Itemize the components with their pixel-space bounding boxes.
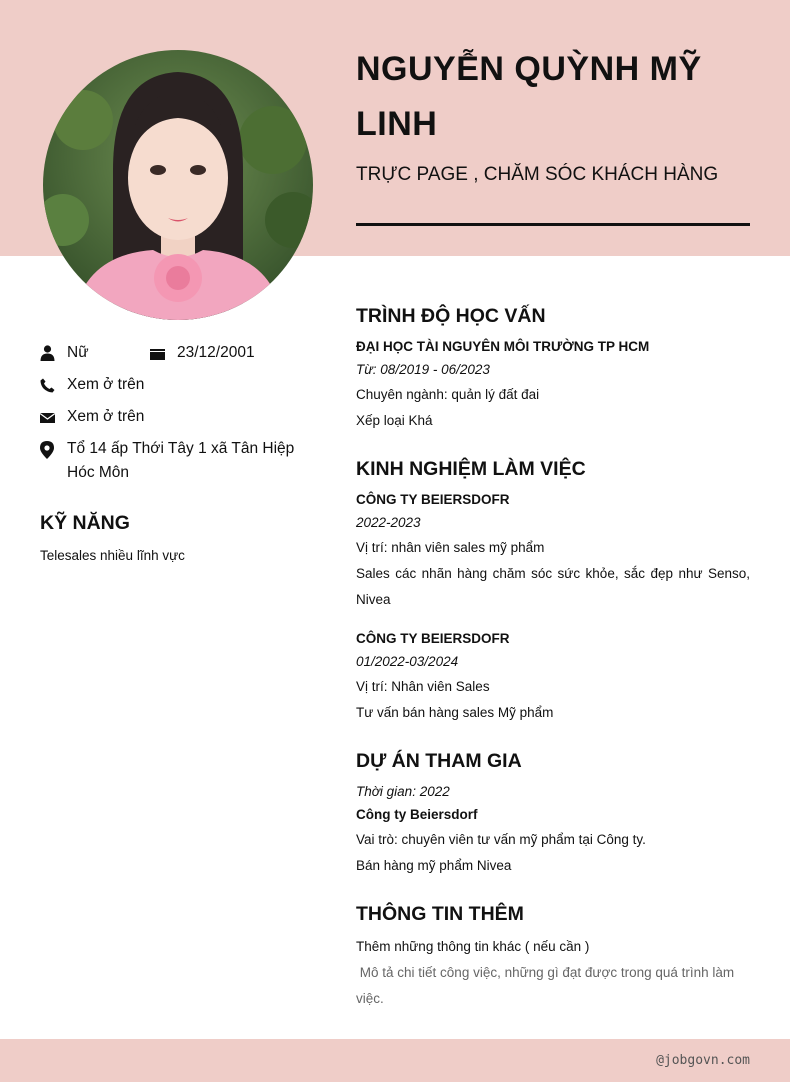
birthday-value: 23/12/2001	[177, 344, 255, 361]
job-2-period: 01/2022-03/2024	[356, 654, 459, 669]
job-1-description: Sales các nhãn hàng chăm sóc sức khỏe, sắc đẹp như Senso, Nivea	[356, 566, 750, 607]
job-2-description: Tư vấn bán hàng sales Mỹ phẩm	[356, 705, 554, 720]
skills-title: KỸ NĂNG	[40, 512, 130, 534]
candidate-name: NGUYỄN QUỲNH MỸ LINH	[356, 50, 702, 143]
person-icon	[40, 345, 56, 361]
phone-icon	[40, 377, 56, 393]
contact-gender	[40, 341, 150, 365]
experience-title: KINH NGHIỆM LÀM VIỆC	[356, 458, 586, 480]
envelope-icon	[40, 409, 56, 425]
project-description: Bán hàng mỹ phẩm Nivea	[356, 858, 512, 873]
job-2-position: Vị trí: Nhân viên Sales	[356, 679, 490, 694]
footer-brand: @jobgovn.com	[656, 1053, 750, 1068]
contact-phone	[40, 373, 310, 397]
job-1-company: CÔNG TY BEIERSDOFR	[356, 492, 510, 507]
project-role: Vai trò: chuyên viên tư vấn mỹ phẩm tại Công ty.	[356, 832, 646, 847]
address-value: Tổ 14 ấp Thới Tây 1 xã Tân Hiệp Hóc Môn	[67, 440, 295, 481]
project-company: Công ty Beiersdorf	[356, 807, 478, 822]
contact-address	[40, 437, 302, 485]
projects-title: DỰ ÁN THAM GIA	[356, 750, 522, 772]
contact-birthday	[150, 341, 310, 365]
project-period: Thời gian: 2022	[356, 784, 450, 799]
right-column	[356, 0, 750, 1039]
contact-email	[40, 405, 310, 429]
education-title: TRÌNH ĐỘ HỌC VẤN	[356, 305, 546, 327]
job-title: TRỰC PAGE , CHĂM SÓC KHÁCH HÀNG	[356, 164, 719, 185]
phone-value: Xem ở trên	[67, 376, 145, 393]
calendar-icon	[150, 345, 166, 361]
email-value: Xem ở trên	[67, 408, 145, 425]
footer-band	[0, 1039, 790, 1082]
education-major: Chuyên ngành: quản lý đất đai	[356, 387, 540, 402]
map-pin-icon	[40, 441, 56, 457]
education-school: ĐẠI HỌC TÀI NGUYÊN MÔI TRƯỜNG TP HCM	[356, 339, 650, 354]
skill-item: Telesales nhiều lĩnh vực	[40, 548, 185, 563]
education-grade: Xếp loại Khá	[356, 413, 433, 428]
job-1-position: Vị trí: nhân viên sales mỹ phẩm	[356, 540, 545, 555]
job-2-company: CÔNG TY BEIERSDOFR	[356, 631, 510, 646]
job-1-period: 2022-2023	[356, 515, 421, 530]
profile-photo	[43, 50, 313, 320]
education-period: Từ: 08/2019 - 06/2023	[356, 362, 490, 377]
additional-line-2: Mô tả chi tiết công việc, những gì đạt được trong quá trình làm việc.	[356, 965, 738, 1006]
additional-line-1: Thêm những thông tin khác ( nếu cần )	[356, 939, 590, 954]
additional-title: THÔNG TIN THÊM	[356, 903, 524, 925]
gender-value: Nữ	[67, 344, 89, 361]
